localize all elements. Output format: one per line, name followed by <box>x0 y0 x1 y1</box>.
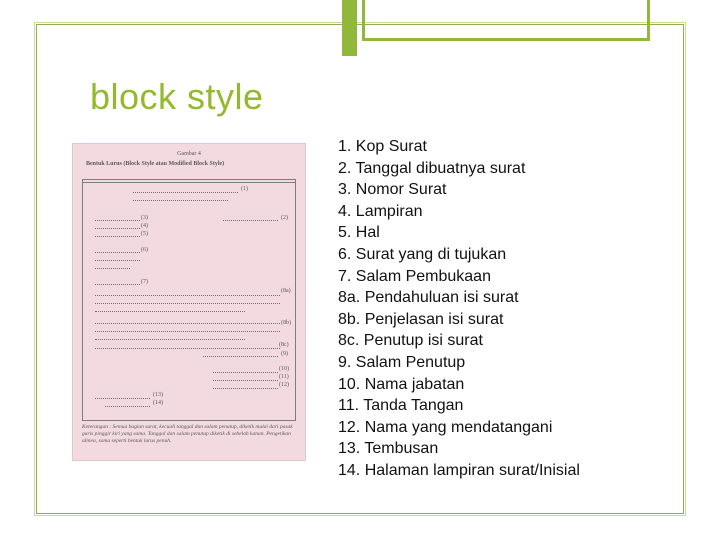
figure-line <box>95 284 140 285</box>
figure-line <box>213 372 278 373</box>
figure-line <box>105 406 150 407</box>
figure-marker: (5) <box>141 231 148 237</box>
list-item: 10. Nama jabatan <box>338 375 465 393</box>
figure-marker: (8b) <box>281 320 291 326</box>
figure-caption: Gambar 4 <box>177 151 201 157</box>
list-item: 13. Tembusan <box>338 440 439 458</box>
list-item: 6. Surat yang di tujukan <box>338 245 507 263</box>
figure-line <box>95 268 130 269</box>
figure-marker: (12) <box>279 382 289 388</box>
figure-line <box>133 192 238 193</box>
figure-line <box>95 236 140 237</box>
figure-line <box>95 252 140 253</box>
slide-title: block style <box>90 76 264 117</box>
list-item: 9. Salam Penutup <box>338 353 466 371</box>
figure-marker: (14) <box>153 400 163 406</box>
list-item: 14. Halaman lampiran surat/Inisial <box>338 461 580 479</box>
figure-marker: (6) <box>141 247 148 253</box>
figure-marker: (8a) <box>281 288 291 294</box>
figure-marker: (7) <box>141 279 148 285</box>
figure-line <box>95 311 245 312</box>
figure-marker: (9) <box>281 351 288 357</box>
list-item: 5. Hal <box>338 224 380 242</box>
figure-marker: (1) <box>241 186 248 192</box>
figure-marker: (13) <box>153 392 163 398</box>
figure-line <box>83 182 295 183</box>
figure-line <box>223 220 278 221</box>
figure-marker: (2) <box>281 215 288 221</box>
figure-line <box>95 331 280 332</box>
letter-format-figure <box>72 143 306 461</box>
figure-note: Keterangan : Semua bagian surat, kecuali tanggal dan salam penutup, diketik mulai dari pasak garis pinggir kiri yang sama. Tanggal dan salam penutup diketik di sebelah kanan. Pengetikan alinea, sama seperti bentuk lurus penuh. <box>82 424 293 445</box>
figure-line <box>95 295 280 296</box>
corner-decoration-box <box>362 0 650 41</box>
list-item: 1. Kop Surat <box>338 138 427 155</box>
figure-form-outline <box>82 179 296 421</box>
figure-line <box>95 323 280 324</box>
list-item: 4. Lampiran <box>338 202 423 220</box>
figure-line <box>95 398 150 399</box>
figure-line <box>213 380 278 381</box>
list-item: 8b. Penjelasan isi surat <box>338 310 504 328</box>
corner-decoration-bar <box>342 0 357 56</box>
list-item: 8c. Penutup isi surat <box>338 332 483 350</box>
list-item: 3. Nomor Surat <box>338 181 447 199</box>
figure-line <box>95 339 245 340</box>
figure-line <box>133 200 228 201</box>
list-item: 12. Nama yang mendatangani <box>338 418 553 436</box>
list-item: 7. Salam Pembukaan <box>338 267 491 285</box>
figure-marker: (3) <box>141 215 148 221</box>
figure-marker: (4) <box>141 223 148 229</box>
figure-line <box>95 220 140 221</box>
figure-line <box>95 303 280 304</box>
figure-marker: (10) <box>279 366 289 372</box>
figure-line <box>213 388 278 389</box>
list-item: 8a. Pendahuluan isi surat <box>338 289 519 307</box>
list-item: 2. Tanggal dibuatnya surat <box>338 159 526 177</box>
figure-line <box>95 260 140 261</box>
figure-subtitle: Bentuk Lurus (Block Style atau Modified Block Style) <box>86 161 225 167</box>
list-item: 11. Tanda Tangan <box>338 397 464 415</box>
figure-line <box>95 228 140 229</box>
figure-marker: (11) <box>279 374 289 380</box>
figure-line <box>95 348 280 349</box>
letter-parts-list <box>338 136 580 482</box>
figure-line <box>203 356 278 357</box>
figure-marker: (8c) <box>279 342 289 348</box>
